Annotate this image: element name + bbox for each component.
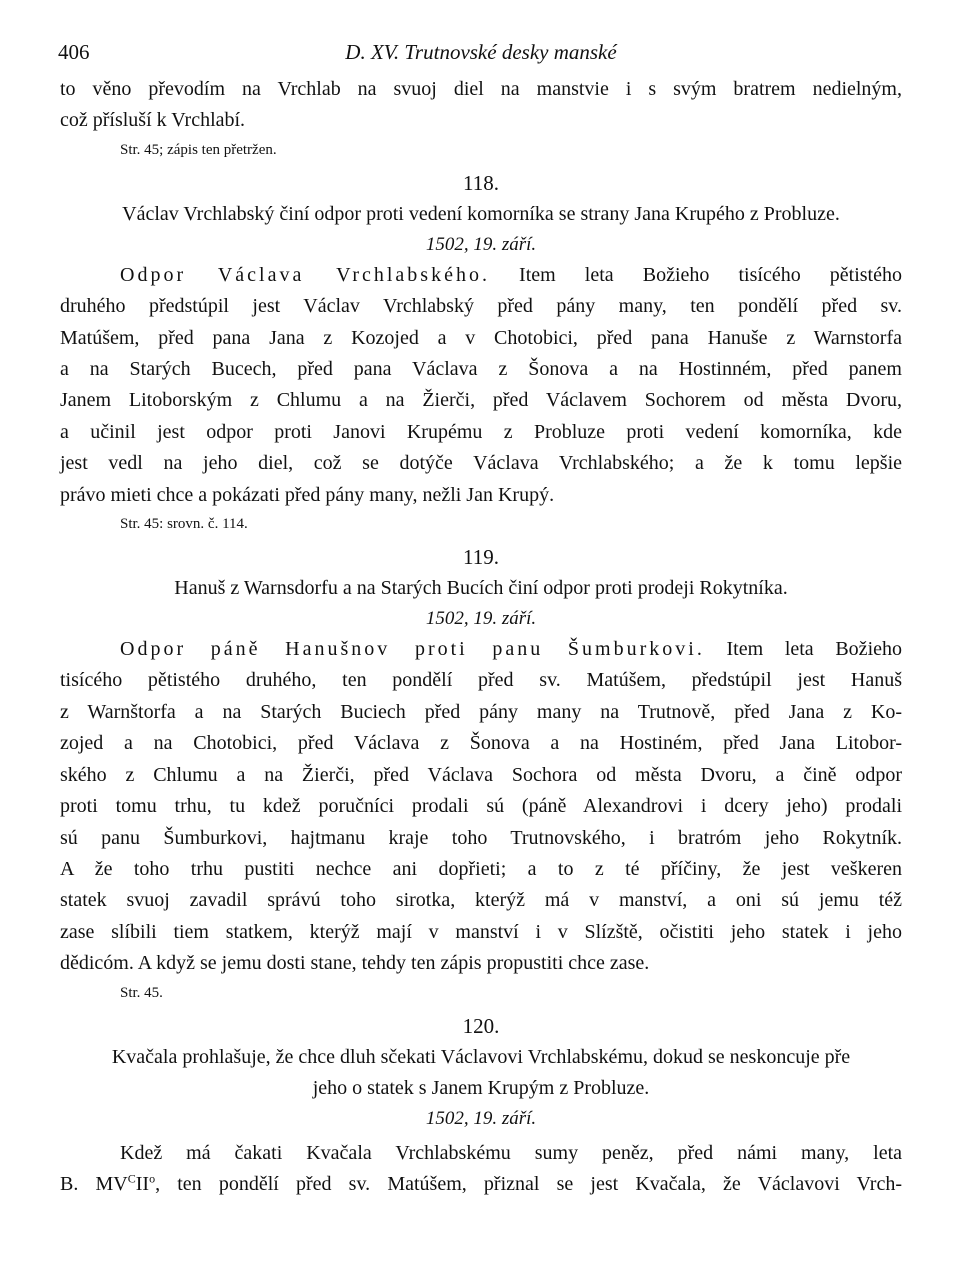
entry-number: 120. bbox=[462, 1013, 500, 1038]
text-line: Matúšem, před pana Jana z Kozojed a v Chotobici, před pana Hanuše z Warnstorfa bbox=[60, 326, 902, 349]
text-line: zojed a na Chotobici, před Václava z Šonova a na Hostiném, před Jana Litobor- bbox=[60, 732, 902, 755]
text-line: to věno převodím na Vrchlab na svuoj diel na manstvie i s svým bratrem nedielným, bbox=[60, 78, 902, 100]
page-header bbox=[60, 40, 902, 74]
entry-summary: Václav Vrchlabský činí odpor proti vedení komorníka se strany Jana Krupého z Probluze. bbox=[122, 202, 840, 225]
entry-number: 119. bbox=[463, 545, 499, 570]
text-line: a na Starých Bucech, před pana Václava z Šonova a na Hostinném, před panem bbox=[60, 358, 902, 381]
text-line: tisícého pětistého druhého, ten pondělí před sv. Matúšem, předstúpil jest Hanuš bbox=[60, 669, 902, 692]
text-line: právo mieti chce a pokázati před pány many, nežli Jan Krupý. bbox=[60, 483, 555, 506]
entry-summary: Kvačala prohlašuje, že chce dluh sčekati Václavovi Vrchlabskému, dokud se neskoncuje pře bbox=[111, 1045, 851, 1068]
text-line: Odpor Václava Vrchlabského. Item leta Božieho tisícého pětistého bbox=[120, 263, 902, 286]
text-line: dědicóm. A když se jemu dosti stane, tehdy ten zápis propustiti chce zase. bbox=[60, 952, 650, 975]
main-text bbox=[60, 74, 902, 1200]
source-note: Str. 45. bbox=[120, 984, 163, 1001]
entry-summary: Hanuš z Warnsdorfu a na Starých Bucích činí odpor proti prodeji Rokytníka. bbox=[174, 577, 788, 600]
entry-date: 1502, 19. září. bbox=[425, 1107, 537, 1129]
source-note: Str. 45; zápis ten přetržen. bbox=[120, 141, 277, 158]
text-line: zase slíbili tiem statkem, kterýž mají v manství i v Slízště, očistiti jeho statek i jeho bbox=[60, 920, 902, 943]
entry-date: 1502, 19. září. bbox=[425, 233, 537, 255]
running-title: D. XV. Trutnovské desky manské bbox=[345, 40, 617, 64]
entry-summary: jeho o statek s Janem Krupým z Probluze. bbox=[312, 1076, 650, 1099]
text-line: druhého předstúpil jest Václav Vrchlabský před pány many, ten pondělí před sv. bbox=[60, 295, 902, 318]
entry-lead: Odpor páně Hanušnov proti panu Šumburkovi. bbox=[120, 638, 705, 661]
text-line: Kdež má čakati Kvačala Vrchlabskému sumy peněz, před námi many, leta bbox=[120, 1141, 902, 1164]
text-line: a učinil jest odpor proti Janovi Krupému z Probluze proti vedení komorníka, kde bbox=[60, 420, 902, 443]
source-note: Str. 45: srovn. č. 114. bbox=[120, 516, 248, 533]
entry-date: 1502, 19. září. bbox=[425, 608, 537, 630]
page-number: 406 bbox=[58, 40, 90, 64]
text-line: ského z Chlumu a na Žierči, před Václava Sochora od města Dvoru, a čině odpor bbox=[60, 763, 902, 786]
document-page bbox=[60, 40, 902, 1200]
text-line: proti tomu trhu, tu kdež poručníci prodali sú (páně Alexandrovi i dcery jeho) prodali bbox=[60, 795, 902, 818]
text-line: A že toho trhu pustiti nechce ani dopřieti; a to z té příčiny, že jest veškeren bbox=[60, 857, 902, 880]
text-line: sú panu Šumburkovi, hajtmanu kraje toho Trutnovského, i bratróm jeho Rokytník. bbox=[60, 826, 902, 849]
text-line: Odpor páně Hanušnov proti panu Šumburkovi. Item leta Božieho bbox=[120, 638, 902, 661]
text-line: jest vedl na jeho diel, což se dotýče Václava Vrchlabského; a že k tomu lepšie bbox=[60, 452, 902, 475]
text-line: B. $MV^CII^o$, ten pondělí před sv. Matúšem, přiznal se jest Kvačala, že Václavovi Vrch- bbox=[60, 1171, 902, 1195]
text-line: Janem Litoborským z Chlumu a na Žierči, před Václavem Sochorem od města Dvoru, bbox=[60, 389, 902, 412]
entry-lead: Odpor Václava Vrchlabského. bbox=[120, 263, 490, 286]
text-line: statek svuoj zavadil správú toho sirotka, kterýž má v manství, a oni sú jemu též bbox=[60, 889, 902, 912]
text-line: z Warnštorfa a na Starých Buciech před pány many na Trutnově, před Jana z Ko- bbox=[60, 700, 902, 723]
entry-number: 118. bbox=[463, 170, 499, 195]
text-line: což přísluší k Vrchlabí. bbox=[60, 109, 246, 132]
